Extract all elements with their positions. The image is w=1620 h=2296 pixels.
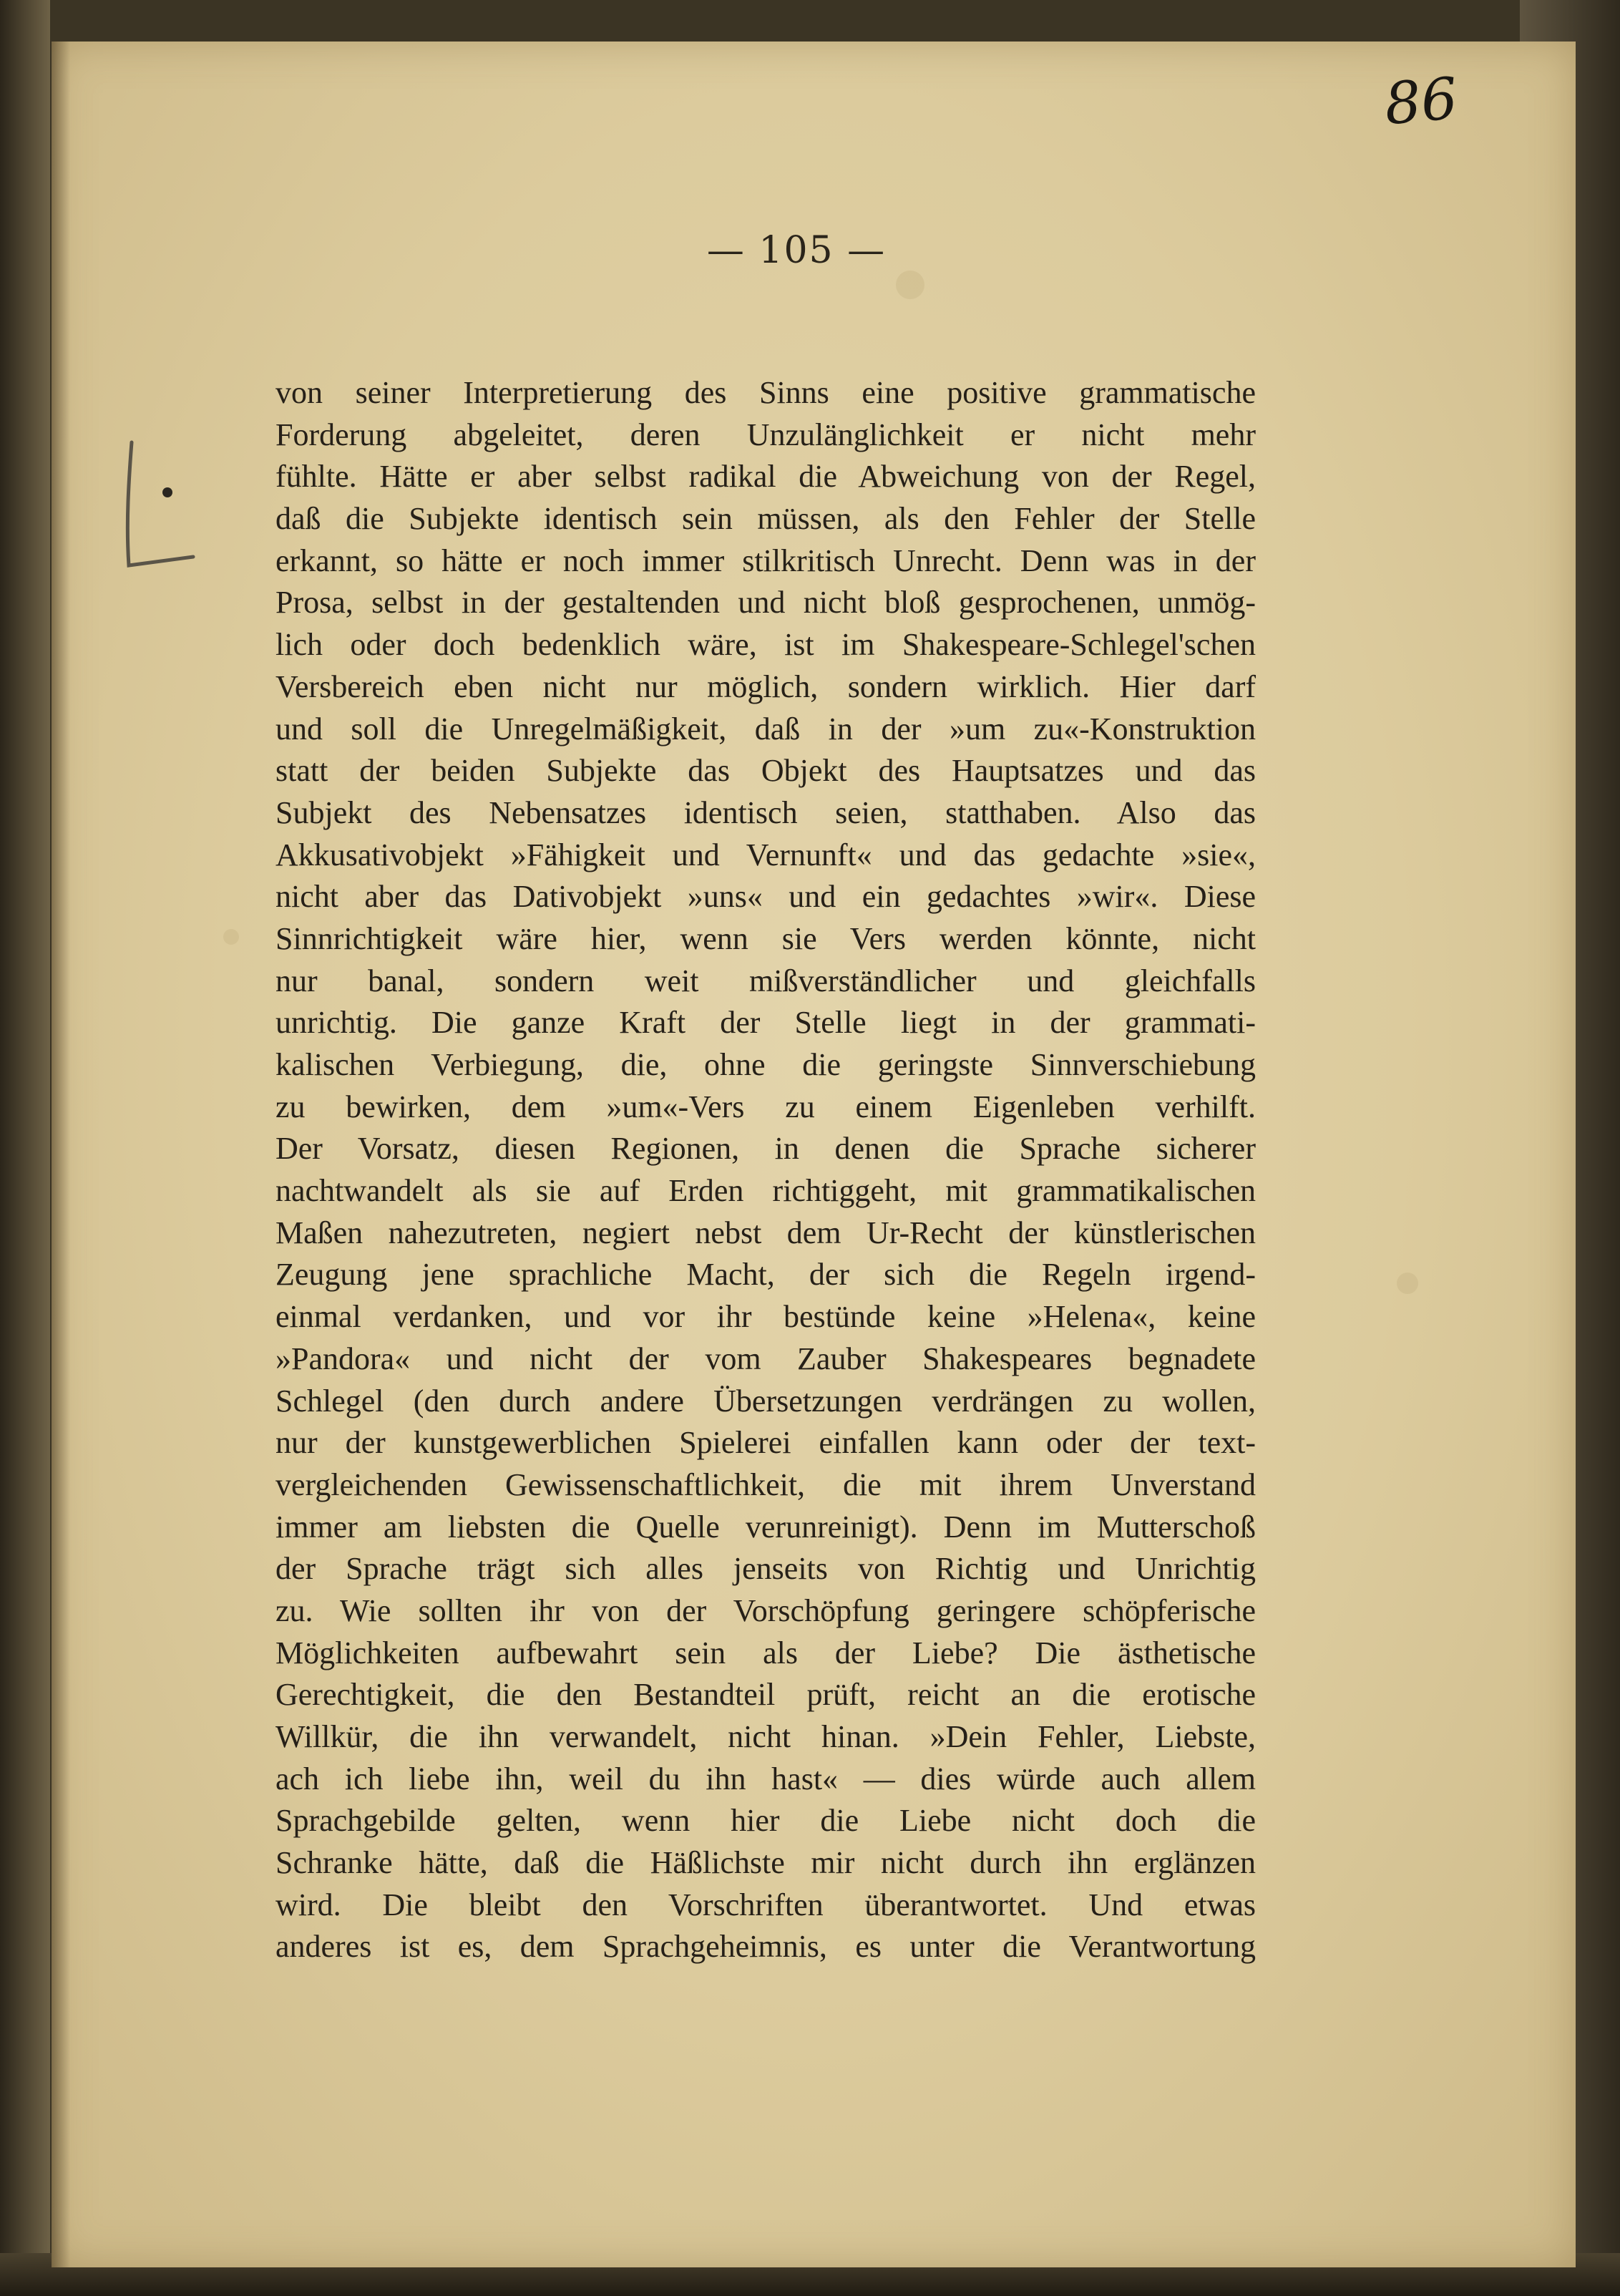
- text-line: Versbereich eben nicht nur möglich, sondern wirklich. Hier darf: [275, 668, 1256, 704]
- text-line: unrichtig. Die ganze Kraft der Stelle liegt in der grammati-: [275, 1005, 1256, 1041]
- text-line: statt der beiden Subjekte das Objekt des Hauptsatzes und das: [275, 753, 1256, 789]
- text-line: Maßen nahezutreten, negiert nebst dem Ur-Recht der künstlerischen: [275, 1215, 1256, 1250]
- text-line: der Sprache trägt sich alles jenseits von Richtig und Unrichtig: [275, 1551, 1256, 1587]
- text-line: nur banal, sondern weit mißverständlicher und gleichfalls: [275, 963, 1256, 998]
- text-line: vergleichenden Gewissenschaftlichkeit, die mit ihrem Unverstand: [275, 1466, 1256, 1502]
- text-line: anderes ist es, dem Sprachgeheimnis, es unter die Verantwortung: [275, 1929, 1256, 1965]
- text-line: nur der kunstgewerblichen Spielerei einfallen kann oder der text-: [275, 1425, 1256, 1461]
- text-line: kalischen Verbiegung, die, ohne die geringste Sinnverschiebung: [275, 1047, 1256, 1082]
- text-line: von seiner Interpretierung des Sinns eine positive grammatische: [275, 375, 1256, 410]
- text-line: Prosa, selbst in der gestaltenden und nicht bloß gesprochenen, unmög-: [275, 585, 1256, 621]
- handwritten-folio-number: 86: [1382, 64, 1460, 138]
- text-line: einmal verdanken, und vor ihr bestünde keine »Helena«, keine: [275, 1299, 1256, 1335]
- text-line: lich oder doch bedenklich wäre, ist im Shakespeare-Schlegel'schen: [275, 627, 1256, 663]
- text-line: erkannt, so hätte er noch immer stilkritisch Unrecht. Denn was in der: [275, 543, 1256, 578]
- text-line: Möglichkeiten aufbewahrt sein als der Liebe? Die ästhetische: [275, 1635, 1256, 1670]
- text-line: Forderung abgeleitet, deren Unzulänglichkeit er nicht mehr: [275, 417, 1256, 452]
- body-text: [275, 372, 1256, 1968]
- text-line: »Pandora« und nicht der vom Zauber Shakespeares begnadete: [275, 1341, 1256, 1376]
- scan-edge-left: [0, 0, 50, 2296]
- text-line: Sprachgebilde gelten, wenn hier die Liebe nicht doch die: [275, 1803, 1256, 1839]
- text-line: ach ich liebe ihn, weil du ihn hast« — dies würde auch allem: [275, 1761, 1256, 1796]
- text-line: Der Vorsatz, diesen Regionen, in denen die Sprache sicherer: [275, 1131, 1256, 1167]
- text-line: nachtwandelt als sie auf Erden richtiggeht, mit grammatikalischen: [275, 1173, 1256, 1209]
- margin-bracket-mark-icon: [116, 437, 202, 580]
- text-line: fühlte. Hätte er aber selbst radikal die Abweichung von der Regel,: [275, 459, 1256, 495]
- page-number: — 105 —: [706, 229, 887, 272]
- paper-stain: [896, 271, 924, 299]
- text-line: Schlegel (den durch andere Übersetzungen verdrängen zu wollen,: [275, 1383, 1256, 1419]
- text-line: und soll die Unregelmäßigkeit, daß in der »um zu«-Konstruktion: [275, 711, 1256, 746]
- text-line: zu. Wie sollten ihr von der Vorschöpfung geringere schöpferische: [275, 1592, 1256, 1628]
- text-line: zu bewirken, dem »um«-Vers zu einem Eigenleben verhilft.: [275, 1089, 1256, 1124]
- text-line: Willkür, die ihn verwandelt, nicht hinan. »Dein Fehler, Liebste,: [275, 1719, 1256, 1754]
- text-line: daß die Subjekte identisch sein müssen, als den Fehler der Stelle: [275, 501, 1256, 537]
- page-gutter-shadow: [52, 42, 70, 2267]
- text-line: Subjekt des Nebensatzes identisch seien, statthaben. Also das: [275, 794, 1256, 830]
- text-line: Sinnrichtigkeit wäre hier, wenn sie Vers werden könnte, nicht: [275, 920, 1256, 956]
- paper-stain: [1397, 1273, 1418, 1294]
- text-line: Akkusativobjekt »Fähigkeit und Vernunft« und das gedachte »sie«,: [275, 837, 1256, 872]
- text-line: immer am liebsten die Quelle verunreinigt). Denn im Mutterschoß: [275, 1509, 1256, 1545]
- text-line: wird. Die bleibt den Vorschriften überantwortet. Und etwas: [275, 1887, 1256, 1922]
- text-line: nicht aber das Dativobjekt »uns« und ein gedachtes »wir«. Diese: [275, 879, 1256, 915]
- text-line: Zeugung jene sprachliche Macht, der sich die Regeln irgend-: [275, 1257, 1256, 1293]
- paper-stain: [223, 929, 239, 945]
- text-line: Schranke hätte, daß die Häßlichste mir nicht durch ihn erglänzen: [275, 1845, 1256, 1881]
- text-line: Gerechtigkeit, die den Bestandteil prüft, reicht an die erotische: [275, 1677, 1256, 1713]
